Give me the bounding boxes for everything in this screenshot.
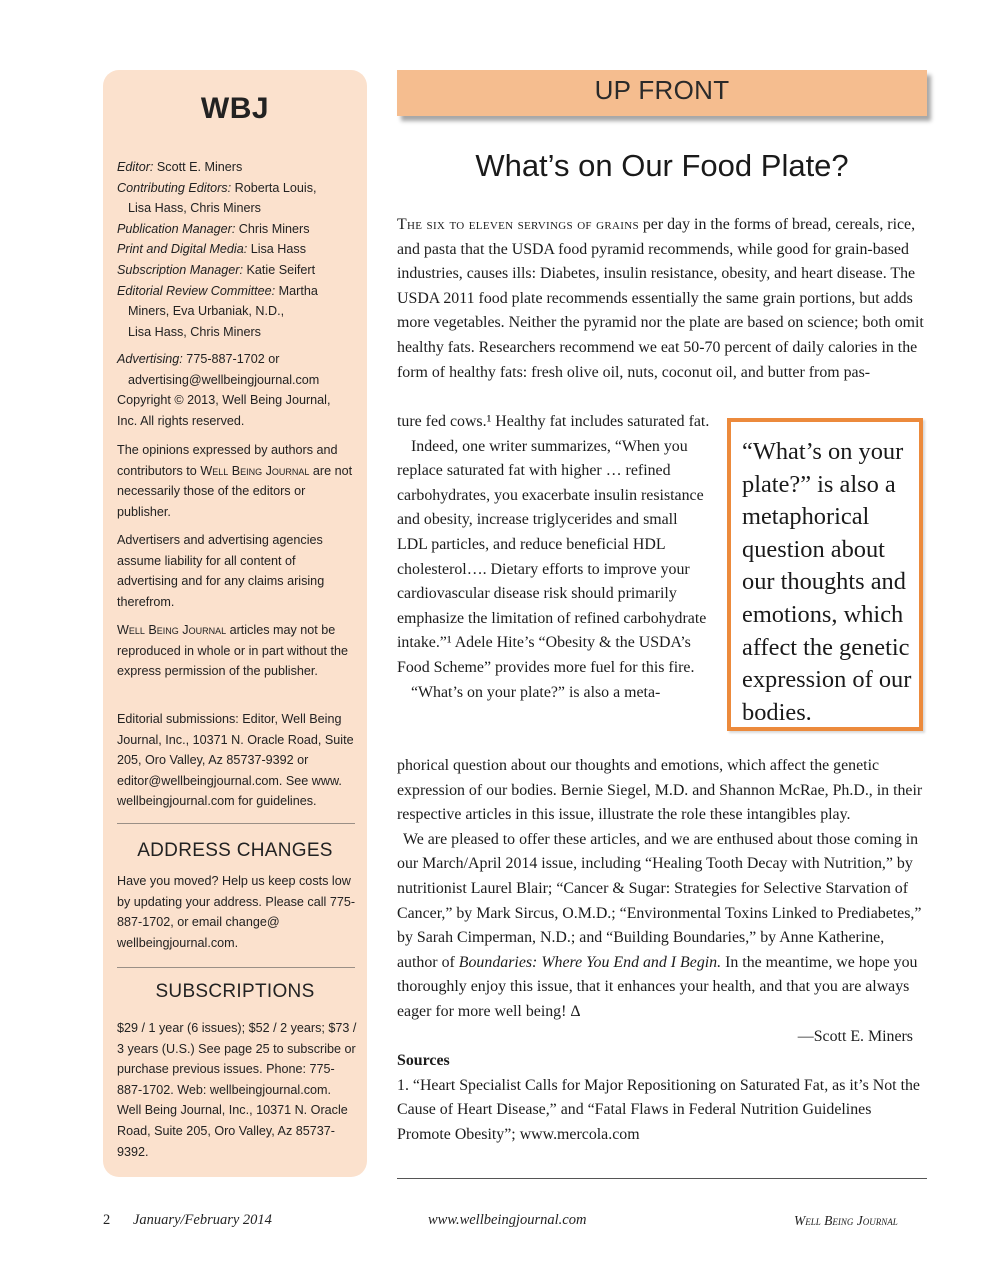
masthead-line: Print and Digital Media: Lisa Hass — [117, 242, 306, 257]
article-paragraph: “What’s on your plate?” is also a meta- — [411, 683, 661, 701]
opinions-disclaimer: The opinions expressed by authors and contributors to Well Being Journal are not necessarily those of the editors or publisher. — [117, 443, 353, 519]
sources-heading: Sources — [397, 1052, 450, 1070]
masthead-line: Editorial Review Committee: Martha — [117, 283, 318, 298]
article-paragraph: We are pleased to offer these articles, and we are enthused about those coming in our March/April 2014 issue, including “Healing Tooth Decay with Nutrition,” by nutritionist Laurel Blair; “Cancer & Sugar: Strategies for Selective Starvation of Cancer,” by Mark Sircus, O.M.D.; “Environmental Toxins Linked to Prediabetes,” by Sarah Cimperman, N.D.; and “Building Boundaries,” by Anne Katherine, author of Boundaries: Where You End and I Begin. In the meantime, we hope you thoroughly enjoy this issue, that it enhances your health, and that you are always eager for more well being! Δ — [397, 830, 922, 1020]
masthead-line: Lisa Hass, Chris Miners — [128, 324, 261, 339]
article-paragraph: The six to eleven servings of grains per day in the forms of bread, cereals, rice, and pasta that the USDA food pyramid recommends, while good for grain-based industries, causes ills: Diabetes, insulin resistance, obesity, and heart disease. The USDA 2011 food plate recommends essentially the same grain portions, but adds more vegetables. Neither the pyramid nor the plate are based on science; both omit healthy fats. Researchers recommend we eat 50-70 percent of daily calories in the form of healthy fats: fresh olive oil, nuts, coconut oil, and butter from pas- — [397, 216, 924, 381]
article-wide-column — [397, 754, 927, 1148]
reproduction-notice: Well Being Journal articles may not be reproduced in whole or in part without the express permission of the publisher. — [117, 623, 349, 679]
issue-date: January/February 2014 — [133, 1212, 272, 1228]
masthead-line: Contributing Editors: Roberta Louis, — [117, 180, 317, 195]
subscriptions-heading: SUBSCRIPTIONS — [155, 981, 315, 1002]
signature: —Scott E. Miners — [797, 1027, 913, 1045]
website-url: www.wellbeingjournal.com — [428, 1212, 587, 1228]
page-number: 2 — [103, 1212, 111, 1228]
subscriptions-text: $29 / 1 year (6 issues); $52 / 2 years; $73 / 3 years (U.S.) See page 25 to subscribe or purchase previous issues. Phone: 775-887-1702. Web: wellbeingjournal.com. Well Being Journal, Inc., 10371 N. Oracle Road, Suite 205, Oro Valley, Az 85737-9392. — [117, 1021, 357, 1159]
masthead-line: Lisa Hass, Chris Miners — [128, 201, 261, 216]
masthead-title: WBJ — [200, 92, 270, 125]
masthead-line: Editor: Scott E. Miners — [117, 160, 243, 174]
copyright-line: Copyright © 2013, Well Being Journal, — [117, 393, 331, 408]
masthead-line: Subscription Manager: Katie Seifert — [117, 262, 316, 277]
advertisers-disclaimer: Advertisers and advertising agencies assume liability for all content of advertising and for any claims arising therefrom. — [117, 533, 325, 609]
masthead-staff-list — [117, 157, 357, 342]
source-citation: 1. “Heart Specialist Calls for Major Repositioning on Saturated Fat, as it’s Not the Cause of Heart Disease,” and “Fatal Flaws in Federal Nutrition Guidelines Promote Obesity”; www.mercola.com — [397, 1076, 920, 1143]
masthead-line: Miners, Eva Urbaniak, N.D., — [128, 304, 285, 319]
editorial-submissions: Editorial submissions: Editor, Well Being Journal, Inc., 10371 N. Oracle Road, Suite 205, Oro Valley, Az 85737-9392 or editor@wellbeingjournal.com. See www. wellbeingjournal.com for guidelines. — [117, 712, 354, 809]
article-paragraph: Indeed, one writer summarizes, “When you replace saturated fat with higher … refined carbohydrates, you exacerbate insulin resistance and obesity, increase triglycerides and small LDL particles, and reduce beneficial HDL cholesterol…. Dietary efforts to improve your cardiovascular disease risk should primarily emphasize the limitation of refined carbohydrate intake.”¹ Adele Hite’s “Obesity & the USDA’s Food Scheme” provides more fuel for this fire. — [397, 437, 707, 676]
address-changes-text: Have you moved? Help us keep costs low by updating your address. Please call 775-887-1702, or email change@ wellbeingjournal.com. — [117, 874, 356, 950]
section-banner: UP FRONT — [397, 70, 927, 116]
copyright-line: Inc. All rights reserved. — [117, 413, 245, 428]
divider — [117, 823, 355, 824]
article-paragraph: ture fed cows.¹ Healthy fat includes saturated fat. — [397, 413, 710, 430]
article-narrow-column — [397, 410, 711, 705]
masthead-line: Publication Manager: Chris Miners — [117, 221, 310, 236]
divider — [117, 967, 355, 968]
advertising-info: Advertising: 775-887-1702 or advertising@wellbeingjournal.com Copyright © 2013, Well Being Journal, Inc. All rights reserved. — [117, 349, 357, 431]
article-headline: What’s on Our Food Plate? — [475, 148, 849, 183]
address-changes-heading: ADDRESS CHANGES — [137, 840, 333, 861]
masthead-sidebar — [103, 70, 367, 1177]
divider — [397, 1178, 927, 1179]
publication-name: Well Being Journal — [794, 1213, 898, 1228]
advertising-email: advertising@wellbeingjournal.com — [128, 372, 320, 387]
pull-quote: “What’s on your plate?” is also a metaphorical question about our thoughts and emotions, which affect the genetic expression of our bodies. — [727, 418, 923, 731]
article-paragraph: phorical question about our thoughts and emotions, which affect the genetic expression of our bodies. Bernie Siegel, M.D. and Shannon McRae, Ph.D., in their respective articles in this issue, illustrate the role these intangibles play. — [397, 757, 923, 824]
